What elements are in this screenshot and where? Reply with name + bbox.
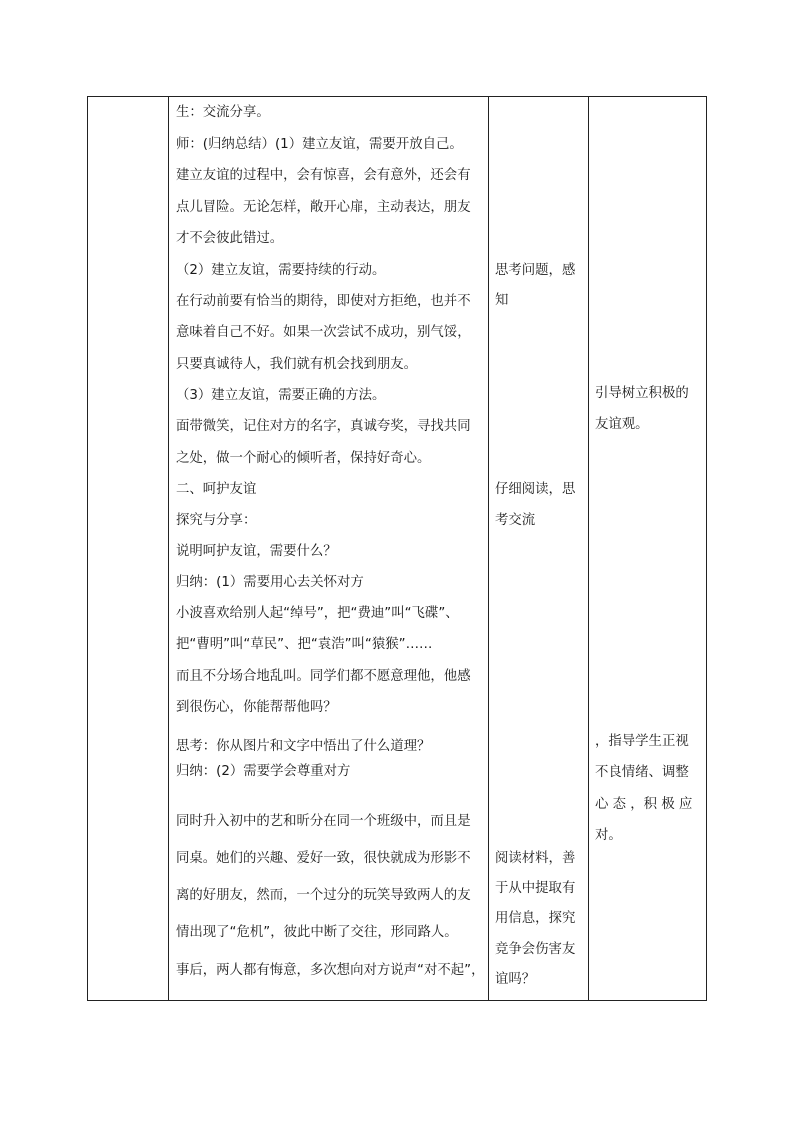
content-line: 才不会彼此错过。 bbox=[176, 231, 284, 246]
content-line: 建立友谊的过程中，会有惊喜，会有意外，还会有 bbox=[176, 168, 471, 183]
content-line: 在行动前要有恰当的期待，即使对方拒绝，也并不 bbox=[176, 294, 471, 309]
content-line: 事后，两人都有悔意，多次想向对方说声“对不起”， bbox=[176, 963, 485, 978]
content-line: 生：交流分享。 bbox=[176, 105, 270, 120]
intent-line: 不良情绪、调整 bbox=[595, 765, 689, 780]
content-line: 而且不分场合地乱叫。同学们都不愿意理他，他感 bbox=[176, 669, 471, 684]
content-line: 只要真诚待人，我们就有机会找到朋友。 bbox=[176, 357, 418, 372]
content-line: 小波喜欢给别人起“绰号”，把“费迪”叫“飞碟”、 bbox=[176, 606, 459, 621]
student-line: 考交流 bbox=[495, 513, 536, 528]
content-line: 归纳：(1）需要用心去关怀对方 bbox=[176, 575, 364, 590]
student-line: 谊吗？ bbox=[495, 972, 536, 987]
intent-line: 引导树立积极的 bbox=[595, 386, 689, 401]
content-line: 情出现了“危机”，彼此中断了交往，形同路人。 bbox=[176, 925, 458, 940]
lesson-table bbox=[87, 96, 707, 1001]
teaching-content-cell bbox=[169, 97, 488, 1000]
content-line: 意味着自己不好。如果一次尝试不成功，别气馁， bbox=[176, 325, 471, 340]
student-line: 于从中提取有 bbox=[495, 881, 576, 896]
content-line: 面带微笑，记住对方的名字，真诚夸奖，寻找共同 bbox=[176, 419, 471, 434]
student-line: 思考问题，感 bbox=[495, 263, 576, 278]
content-line: 之处，做一个耐心的倾听者，保持好奇心。 bbox=[176, 451, 431, 466]
design-intent-cell bbox=[589, 97, 708, 1000]
student-line: 仔细阅读，思 bbox=[495, 482, 576, 497]
content-line: 师：(归纳总结）(1）建立友谊，需要开放自己。 bbox=[176, 137, 463, 152]
content-line: （3）建立友谊，需要正确的方法。 bbox=[176, 388, 386, 403]
intent-line: ，指导学生正视 bbox=[595, 734, 689, 749]
intent-line: 友谊观。 bbox=[595, 417, 649, 432]
content-line: 说明呵护友谊，需要什么？ bbox=[176, 544, 337, 559]
student-activity-cell bbox=[489, 97, 588, 1000]
content-line: 二、呵护友谊 bbox=[176, 482, 257, 497]
intent-line: 对。 bbox=[595, 828, 622, 843]
empty-cell bbox=[88, 97, 168, 1000]
content-line: 离的好朋友，然而，一个过分的玩笑导致两人的友 bbox=[176, 888, 471, 903]
content-line: 思考：你从图片和文字中悟出了什么道理？ bbox=[176, 739, 431, 754]
content-line: （2）建立友谊，需要持续的行动。 bbox=[176, 263, 386, 278]
content-line: 把“曹明”叫“草民”、把“袁浩”叫“猿猴”…… bbox=[176, 637, 433, 652]
content-line: 到很伤心，你能帮帮他吗？ bbox=[176, 700, 337, 715]
student-line: 用信息，探究 bbox=[495, 911, 576, 926]
content-line: 点儿冒险。无论怎样，敞开心扉，主动表达，朋友 bbox=[176, 200, 471, 215]
content-line: 同时升入初中的艺和昕分在同一个班级中，而且是 bbox=[176, 814, 471, 829]
student-line: 竞争会伤害友 bbox=[495, 942, 576, 957]
student-line: 阅读材料，善 bbox=[495, 851, 576, 866]
intent-line: 心 态 ，积 极 应 bbox=[595, 797, 693, 812]
content-line: 归纳：(2）需要学会尊重对方 bbox=[176, 764, 351, 779]
content-line: 探究与分享： bbox=[176, 513, 257, 528]
content-line: 同桌。她们的兴趣、爱好一致，很快就成为形影不 bbox=[176, 851, 471, 866]
student-line: 知 bbox=[495, 293, 509, 308]
